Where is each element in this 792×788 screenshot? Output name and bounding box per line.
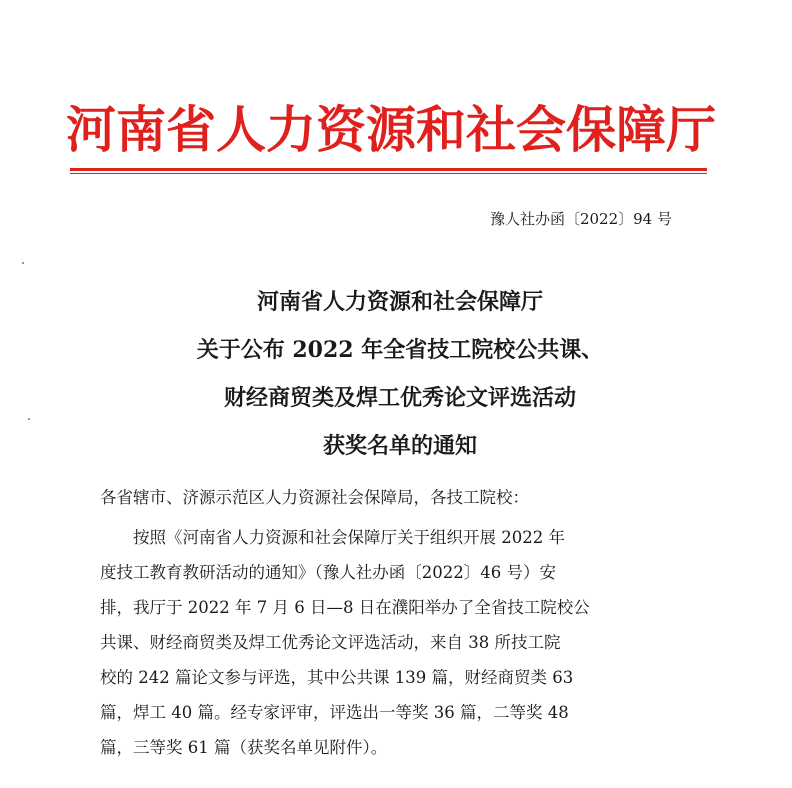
title-line: 河南省人力资源和社会保障厅 bbox=[256, 289, 543, 315]
document-number: 豫人社办函〔2022〕94 号 bbox=[489, 210, 672, 228]
scan-speck bbox=[22, 262, 24, 264]
body-line: 按照《河南省人力资源和社会保障厅关于组织开展 2022 年 bbox=[100, 528, 565, 547]
title-line: 获奖名单的通知 bbox=[322, 433, 477, 459]
title-line: 财经商贸类及焊工优秀论文评选活动 bbox=[223, 385, 576, 411]
body-line: 共课、财经商贸类及焊工优秀论文评选活动，来自 38 所技工院 bbox=[100, 633, 561, 652]
title-line: 关于公布 2022 年全省技工院校公共课、 bbox=[196, 337, 604, 363]
body-line: 度技工教育教研活动的通知》（豫人社办函〔2022〕46 号）安 bbox=[100, 563, 556, 582]
letterhead-red-rule-thin bbox=[70, 173, 707, 174]
body-paragraph bbox=[100, 520, 680, 765]
body-line: 篇，三等奖 61 篇（获奖名单见附件）。 bbox=[100, 738, 388, 757]
body-line: 篇，焊工 40 篇。经专家评审，评选出一等奖 36 篇，二等奖 48 bbox=[100, 703, 569, 722]
letterhead-org-name: 河南省人力资源和社会保障厅 bbox=[66, 101, 716, 159]
body-line: 校的 242 篇论文参与评选，其中公共课 139 篇，财经商贸类 63 bbox=[100, 668, 574, 687]
scan-speck bbox=[28, 418, 30, 420]
document-title bbox=[120, 278, 680, 470]
addressee-line: 各省辖市、济源示范区人力资源社会保障局，各技工院校： bbox=[100, 488, 529, 507]
body-line: 排，我厅于 2022 年 7 月 6 日—8 日在濮阳举办了全省技工院校公 bbox=[100, 598, 590, 617]
letterhead-red-rule bbox=[70, 168, 707, 171]
